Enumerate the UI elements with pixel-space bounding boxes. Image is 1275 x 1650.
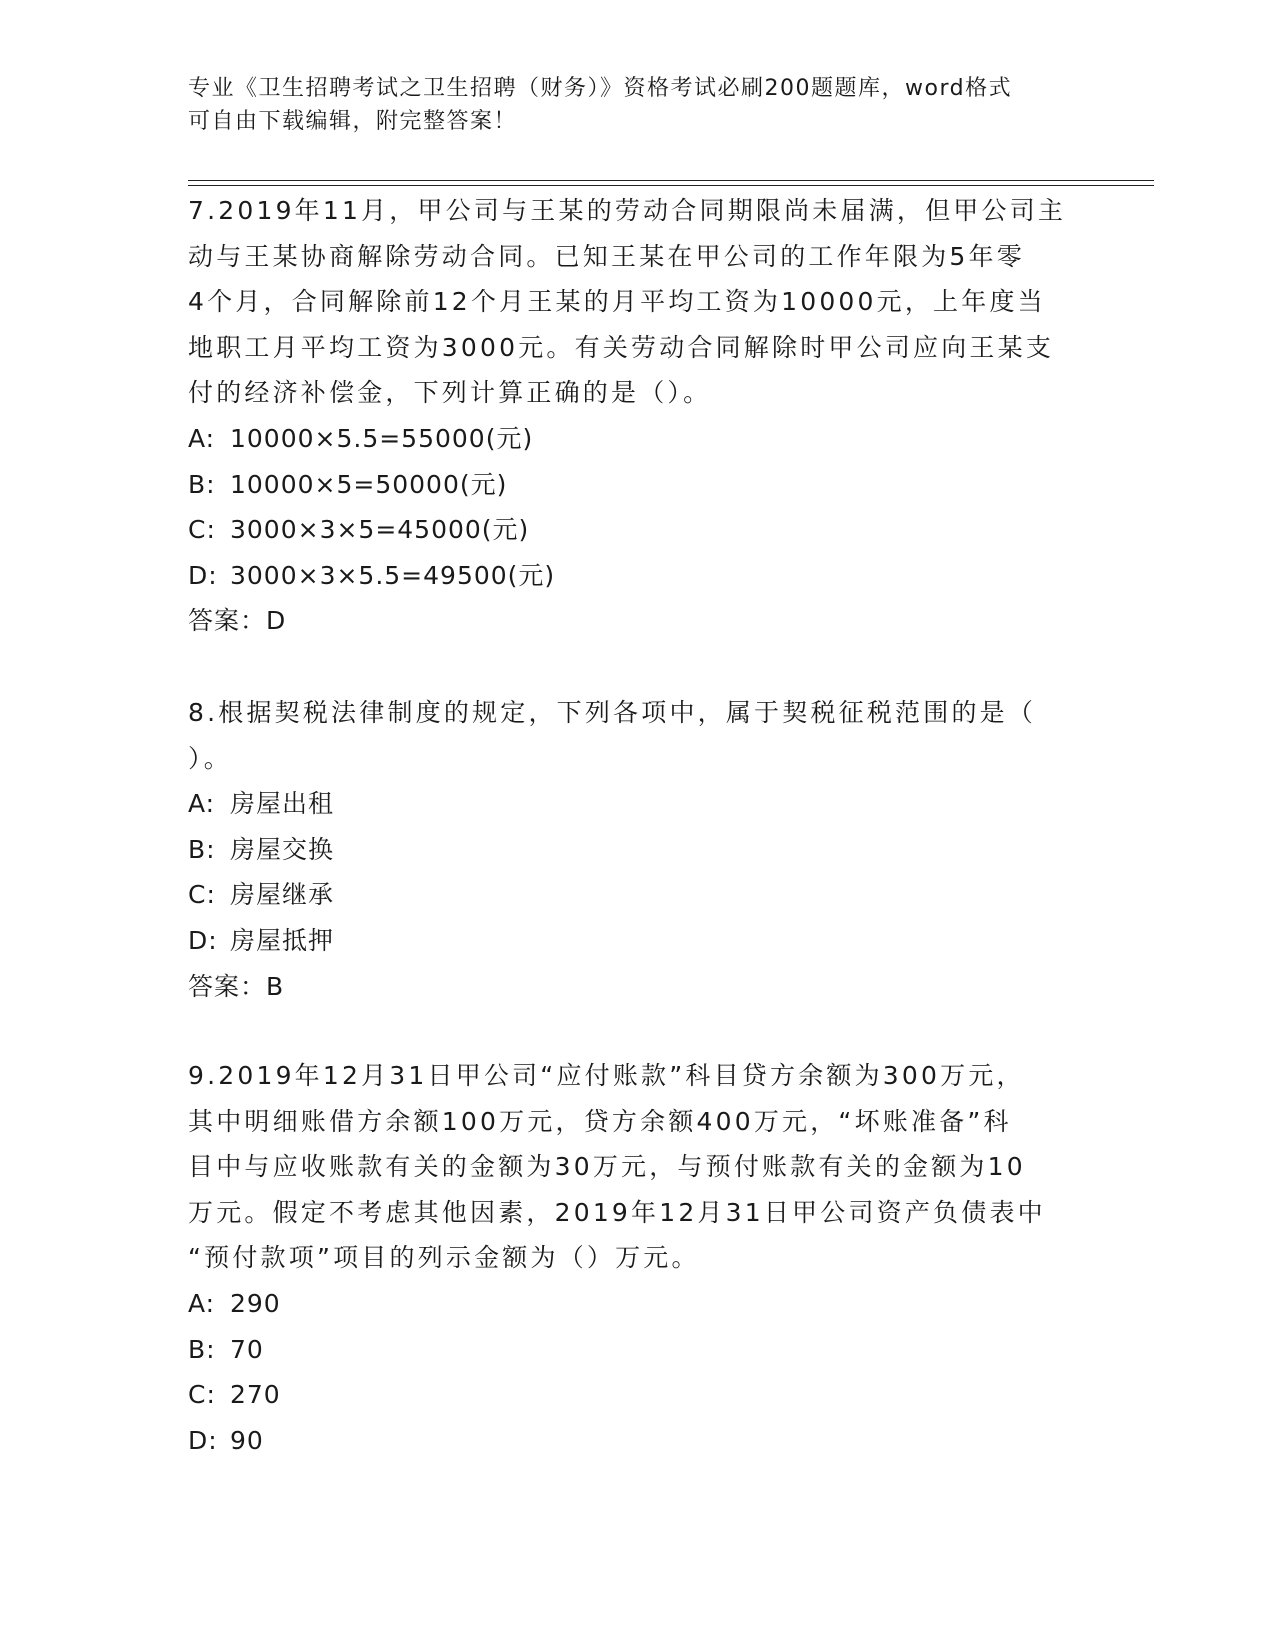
question-8 — [188, 690, 1088, 1009]
option-label: D: — [188, 1425, 218, 1455]
question-stem-line: 地职工月平均工资为3000元。有关劳动合同解除时甲公司应向王某支 — [188, 332, 1055, 362]
option-label: C: — [188, 880, 216, 910]
question-stem-line: “预付款项”项目的列示金额为（）万元。 — [188, 1243, 700, 1273]
question-stem-line: 动与王某协商解除劳动合同。已知王某在甲公司的工作年限为5年零 — [188, 241, 1025, 271]
answer-label: 答案： — [188, 606, 267, 636]
question-stem-line: 付的经济补偿金，下列计算正确的是（）。 — [188, 378, 712, 408]
option-text: 3000×3×5=45000(元) — [230, 515, 530, 545]
answer-value: B — [266, 971, 285, 1001]
option-label: B: — [188, 834, 216, 864]
option-label: B: — [188, 469, 216, 499]
option-label: B: — [188, 1334, 216, 1364]
question-stem-line: 目中与应收账款有关的金额为30万元，与预付账款有关的金额为10 — [188, 1152, 1026, 1182]
header-line-2: 可自由下载编辑，附完整答案！ — [188, 109, 518, 134]
question-stem-line: 万元。假定不考虑其他因素，2019年12月31日甲公司资产负债表中 — [188, 1197, 1046, 1227]
option-text: 270 — [230, 1380, 281, 1410]
question-stem-line: ）。 — [188, 743, 232, 773]
option-text: 10000×5.5=55000(元) — [230, 423, 534, 453]
option-c — [188, 872, 1088, 918]
option-a — [188, 1281, 1088, 1327]
option-label: A: — [188, 789, 216, 819]
question-7 — [188, 188, 1088, 644]
option-label: A: — [188, 423, 216, 453]
option-text: 10000×5=50000(元) — [230, 469, 508, 499]
option-text: 房屋继承 — [230, 880, 335, 910]
question-stem-line: 其中明细账借方余额100万元，贷方余额400万元，“坏账准备”科 — [188, 1106, 1012, 1136]
answer-line — [188, 964, 1088, 1010]
option-b — [188, 827, 1088, 873]
option-label: D: — [188, 560, 218, 590]
question-stem-line: 4个月，合同解除前12个月王某的月平均工资为10000元，上年度当 — [188, 287, 1046, 317]
option-text: 90 — [230, 1425, 264, 1455]
option-label: D: — [188, 925, 218, 955]
header-line-1: 专业《卫生招聘考试之卫生招聘（财务）》资格考试必刷200题题库，word格式 — [188, 76, 1013, 101]
option-label: C: — [188, 515, 216, 545]
option-text: 3000×3×5.5=49500(元) — [230, 560, 556, 590]
option-text: 房屋出租 — [230, 789, 335, 819]
question-stem-line: 7.2019年11月，甲公司与王某的劳动合同期限尚未届满，但甲公司主 — [188, 196, 1067, 225]
option-label: C: — [188, 1380, 216, 1410]
option-d — [188, 918, 1088, 964]
option-d — [188, 1418, 1088, 1464]
option-text: 70 — [230, 1334, 264, 1364]
option-label: A: — [188, 1288, 216, 1318]
question-stem-line: 9.2019年12月31日甲公司“应付账款”科目贷方余额为300万元， — [188, 1061, 1025, 1090]
header-divider-bottom — [188, 185, 1154, 186]
option-a — [188, 781, 1088, 827]
option-text: 房屋抵押 — [230, 925, 335, 955]
option-d — [188, 553, 1088, 599]
option-b — [188, 1327, 1088, 1373]
option-b — [188, 462, 1088, 508]
question-9 — [188, 1053, 1088, 1463]
option-a — [188, 416, 1088, 462]
option-c — [188, 507, 1088, 553]
answer-value: D — [266, 606, 287, 636]
header-divider-top — [188, 180, 1154, 181]
option-text: 房屋交换 — [230, 834, 335, 864]
question-stem-line: 8.根据契税法律制度的规定，下列各项中，属于契税征税范围的是（ — [188, 698, 1037, 727]
document-header — [188, 72, 1068, 138]
option-text: 290 — [230, 1288, 281, 1318]
answer-label: 答案： — [188, 971, 267, 1001]
option-c — [188, 1372, 1088, 1418]
answer-line — [188, 598, 1088, 644]
